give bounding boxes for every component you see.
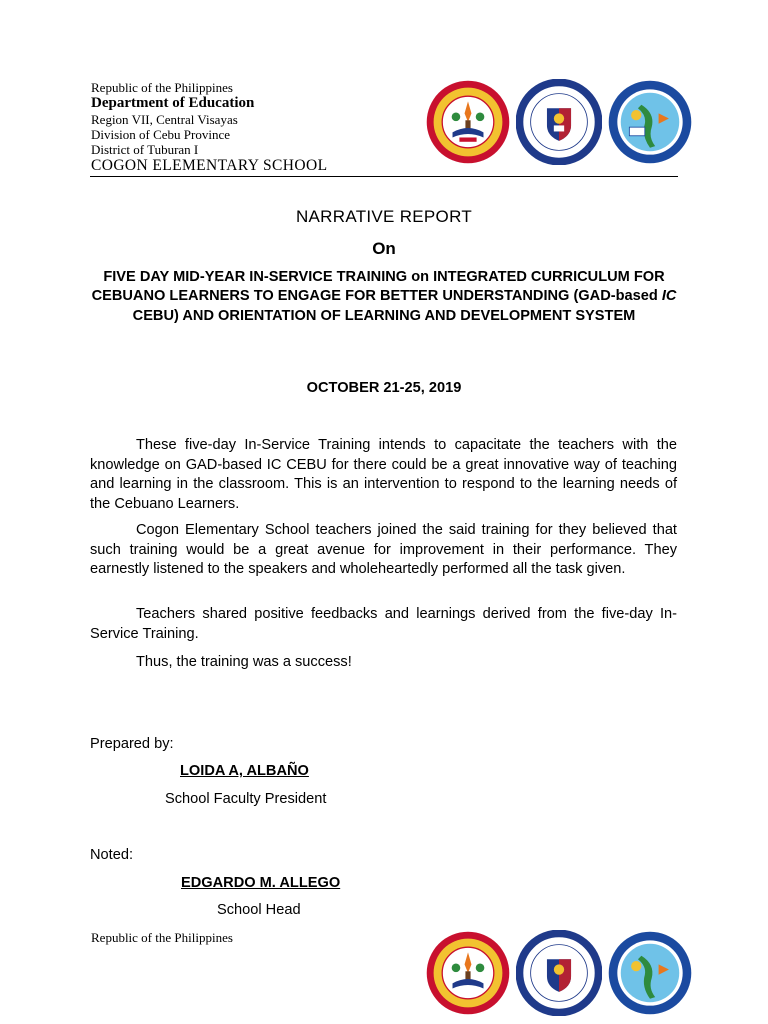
noted-name: EDGARDO M. ALLEGO [181,875,341,891]
subject-text-2: CEBU) AND ORIENTATION OF LEARNING AND DEVELOPMENT SYSTEM [132,307,636,324]
paragraph-3: Teachers shared positive feedbacks and learnings derived from the five-day In-Service Training. [90,606,677,642]
division-label: Division of Cebu Province [91,127,231,142]
cebu-division-seal-icon [607,79,693,165]
republic-label: Republic of the Philippines [91,80,233,95]
report-date: OCTOBER 21-25, 2019 [306,380,462,396]
subject-text-1: FIVE DAY MID-YEAR IN-SERVICE TRAINING on INTEGRATED CURRICULUM FOR CEBUANO LEARNERS TO ENGAGE FOR BETTER UNDERSTANDING (GAD-based [91,269,665,305]
subject-italic: IC [661,288,677,305]
report-title: NARRATIVE REPORT [295,207,473,226]
noted-role: School Head [217,902,301,918]
report-on-label: On [372,239,396,258]
paragraph-1: These five-day In-Service Training intends to capacitate the teachers with the knowledge on GAD-based IC CEBU for there could be a great innovative way of teaching and learning in the classroom. This is an intervention to respond to the learning needs of the Cebuano Learners. [90,437,677,512]
district-label: District of Tuburan I [91,142,199,157]
cogon-school-seal-icon [425,930,511,1016]
paragraph-4: Thus, the training was a success! [136,654,352,670]
department-label: Department of Education [91,95,255,111]
prepared-by-label: Prepared by: [90,736,174,752]
letterhead-logos [425,79,693,165]
paragraph-2: Cogon Elementary School teachers joined the said training for they believed that such training would be a great avenue for improvement in their performance. They earnestly listened to the speakers and wholeheartedly performed all the task given. [90,522,677,577]
prepared-by-name: LOIDA A, ALBAÑO [180,763,309,779]
cebu-division-seal-icon [607,930,693,1016]
region-label: Region VII, Central Visayas [91,112,238,127]
deped-seal-icon [516,930,602,1016]
prepared-by-role: School Faculty President [165,791,327,807]
deped-seal-icon [516,79,602,165]
noted-label: Noted: [90,847,133,863]
school-name: COGON ELEMENTARY SCHOOL [91,157,328,174]
report-subject [84,268,684,326]
next-page-republic-label: Republic of the Philippines [91,930,233,945]
letterhead-divider [90,176,678,177]
next-page-logos [425,930,693,1016]
cogon-school-seal-icon [425,79,511,165]
